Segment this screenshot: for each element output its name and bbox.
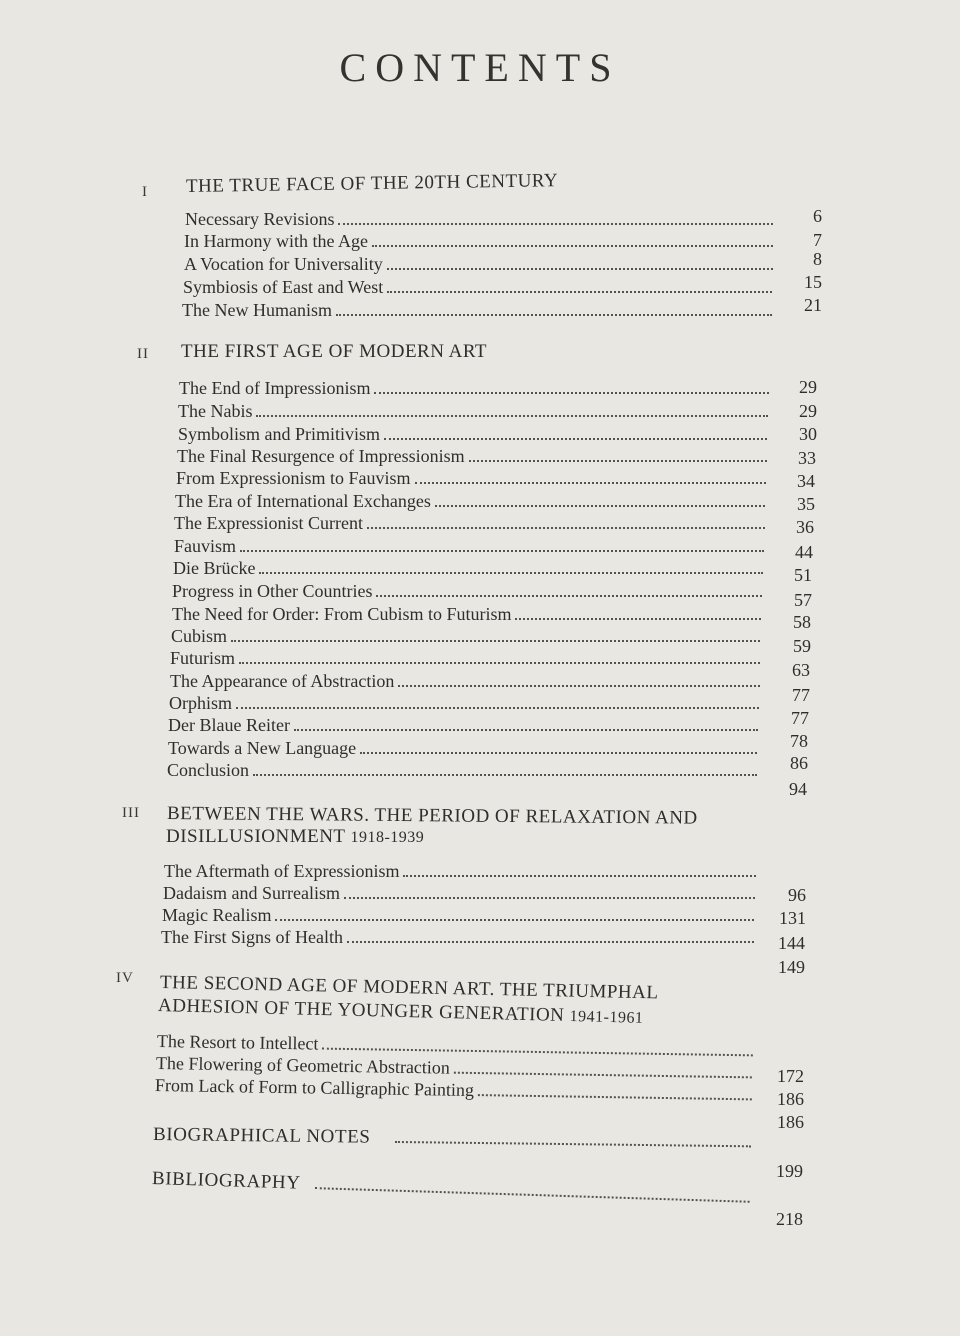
toc-entry[interactable] bbox=[178, 400, 768, 422]
toc-page-number: 199 bbox=[776, 1161, 803, 1181]
dot-leader bbox=[415, 482, 766, 484]
section-heading-dates: 1918-1939 bbox=[350, 829, 425, 846]
toc-entry[interactable] bbox=[179, 377, 769, 399]
section-heading-dates: 1941-1961 bbox=[569, 1008, 644, 1027]
dot-leader bbox=[240, 550, 764, 552]
page-title: CONTENTS bbox=[339, 45, 621, 90]
toc-entry[interactable] bbox=[170, 670, 760, 692]
toc-page-number: 63 bbox=[792, 660, 810, 680]
toc-page-number: 94 bbox=[789, 779, 807, 799]
section-heading: THE FIRST AGE OF MODERN ART bbox=[181, 341, 488, 362]
toc-entry-label: The End of Impressionism bbox=[179, 378, 371, 398]
section-numeral: I bbox=[142, 184, 148, 200]
toc-entry-label: Towards a New Language bbox=[168, 738, 357, 758]
toc-entry-label: Der Blaue Reiter bbox=[168, 715, 290, 735]
toc-page-number: 33 bbox=[798, 448, 816, 468]
toc-page-number: 86 bbox=[790, 753, 808, 773]
toc-entry[interactable] bbox=[184, 253, 773, 275]
toc-entry[interactable] bbox=[174, 535, 764, 557]
toc-entry[interactable] bbox=[176, 467, 766, 489]
toc-entry[interactable] bbox=[173, 557, 763, 579]
toc-page-number: 34 bbox=[797, 471, 815, 491]
section-heading: THE TRUE FACE OF THE 20TH CENTURY bbox=[185, 170, 559, 197]
section-numeral: III bbox=[122, 805, 140, 821]
dot-leader bbox=[376, 595, 762, 597]
dot-leader bbox=[236, 707, 759, 709]
toc-page-number: 144 bbox=[778, 933, 805, 953]
toc-entry-label: The Final Resurgence of Impressionism bbox=[177, 446, 465, 466]
toc-entry[interactable] bbox=[174, 512, 765, 534]
toc-page-number: 29 bbox=[799, 401, 817, 421]
toc-entry[interactable] bbox=[162, 904, 754, 926]
dot-leader bbox=[239, 662, 760, 664]
toc-entry-label: Progress in Other Countries bbox=[172, 581, 373, 601]
toc-page-number: 78 bbox=[790, 731, 808, 751]
toc-entry[interactable] bbox=[168, 737, 757, 759]
toc-entry[interactable] bbox=[184, 230, 773, 252]
toc-page-number: 77 bbox=[792, 685, 810, 705]
dot-leader bbox=[259, 572, 763, 574]
toc-entry[interactable] bbox=[175, 490, 765, 512]
toc-page-number: 44 bbox=[795, 542, 813, 562]
dot-leader bbox=[387, 291, 772, 293]
dot-leader bbox=[387, 268, 773, 270]
toc-entry[interactable] bbox=[182, 299, 772, 321]
toc-entry-label: A Vocation for Universality bbox=[184, 254, 383, 274]
dot-leader bbox=[454, 1072, 752, 1079]
toc-page-number: 35 bbox=[797, 494, 815, 514]
toc-entry-label: The Era of International Exchanges bbox=[175, 491, 431, 511]
dot-leader bbox=[360, 752, 757, 754]
dot-leader bbox=[372, 245, 773, 247]
toc-entry-label: Fauvism bbox=[174, 536, 237, 556]
toc-page-number: 131 bbox=[779, 908, 806, 928]
dot-leader bbox=[256, 415, 768, 417]
toc-page-number: 57 bbox=[794, 590, 812, 610]
toc-entry-label: BIOGRAPHICAL NOTES bbox=[152, 1124, 371, 1148]
toc-entry-label: The New Humanism bbox=[182, 300, 332, 320]
dot-leader bbox=[314, 1187, 749, 1203]
toc-entry-label: The Aftermath of Expressionism bbox=[164, 861, 400, 881]
toc-entry[interactable] bbox=[172, 580, 762, 602]
dot-leader bbox=[469, 460, 767, 462]
dot-leader bbox=[374, 392, 769, 394]
toc-entry-label: BIBLIOGRAPHY bbox=[151, 1168, 301, 1194]
toc-page-number: 15 bbox=[804, 272, 822, 292]
toc-entry-label: The First Signs of Health bbox=[161, 927, 343, 947]
toc-entry[interactable] bbox=[170, 647, 760, 669]
dot-leader bbox=[294, 729, 758, 731]
toc-entry[interactable] bbox=[185, 208, 773, 230]
dot-leader bbox=[478, 1094, 752, 1100]
toc-page-number: 7 bbox=[813, 230, 822, 250]
toc-entry[interactable] bbox=[152, 1168, 750, 1209]
toc-entry-label: Necessary Revisions bbox=[185, 209, 335, 229]
dot-leader bbox=[347, 941, 754, 943]
dot-leader bbox=[384, 438, 767, 440]
toc-entry[interactable] bbox=[153, 1124, 751, 1153]
dot-leader bbox=[253, 774, 757, 776]
toc-page-number: 21 bbox=[804, 295, 822, 315]
toc-page-number: 186 bbox=[777, 1089, 804, 1109]
section-heading-text: ADHESION OF THE YOUNGER GENERATION bbox=[157, 995, 565, 1026]
section-numeral: II bbox=[137, 346, 149, 362]
dot-leader bbox=[338, 223, 773, 225]
toc-entry[interactable] bbox=[163, 882, 755, 904]
toc-page-number: 59 bbox=[793, 636, 811, 656]
dot-leader bbox=[398, 685, 760, 687]
dot-leader bbox=[344, 897, 755, 899]
dot-leader bbox=[367, 527, 765, 529]
toc-entry-label: The Flowering of Geometric Abstraction bbox=[155, 1053, 451, 1078]
dot-leader bbox=[403, 875, 756, 877]
toc-entry-label: The Appearance of Abstraction bbox=[170, 671, 395, 691]
toc-page-number: 29 bbox=[799, 377, 817, 397]
section-heading-line bbox=[166, 826, 424, 849]
toc-page-number: 51 bbox=[794, 565, 812, 585]
toc-entry[interactable] bbox=[168, 714, 758, 736]
toc-entry[interactable] bbox=[178, 423, 767, 445]
section-heading-text: DISILLUSIONMENT bbox=[166, 826, 346, 847]
toc-entry-label: Dadaism and Surrealism bbox=[163, 883, 340, 903]
toc-entry-label: In Harmony with the Age bbox=[184, 231, 368, 251]
dot-leader bbox=[394, 1141, 750, 1147]
toc-entry-label: Symbiosis of East and West bbox=[183, 277, 384, 297]
toc-entry-label: The Need for Order: From Cubism to Futurism bbox=[172, 604, 512, 624]
toc-entry[interactable] bbox=[177, 445, 767, 467]
dot-leader bbox=[231, 640, 760, 642]
toc-entry[interactable] bbox=[164, 860, 756, 882]
toc-page-number: 8 bbox=[813, 249, 822, 269]
section-heading-line: BETWEEN THE WARS. THE PERIOD OF RELAXATION AND bbox=[166, 803, 698, 829]
toc-page-number: 96 bbox=[788, 885, 806, 905]
toc-entry-label: Die Brücke bbox=[173, 558, 256, 578]
dot-leader bbox=[515, 618, 761, 620]
toc-entry-label: Cubism bbox=[171, 626, 228, 646]
toc-entry-label: Symbolism and Primitivism bbox=[178, 424, 381, 444]
toc-entry-label: The Resort to Intellect bbox=[156, 1031, 319, 1054]
toc-page-number: 30 bbox=[799, 424, 817, 444]
toc-entry[interactable] bbox=[171, 625, 760, 647]
toc-entry-label: Conclusion bbox=[167, 760, 250, 780]
toc-page-number: 172 bbox=[777, 1066, 804, 1086]
toc-page-number: 6 bbox=[813, 206, 822, 226]
toc-entry-label: Futurism bbox=[170, 648, 236, 668]
section-numeral: IV bbox=[116, 970, 134, 986]
toc-page-number: 58 bbox=[793, 612, 811, 632]
toc-entry[interactable] bbox=[167, 759, 757, 781]
toc-entry-label: Orphism bbox=[169, 693, 232, 713]
toc-entry[interactable] bbox=[169, 692, 759, 714]
section-heading-line: THE SECOND AGE OF MODERN ART. THE TRIUMPHAL bbox=[159, 972, 659, 1004]
toc-entry-label: From Lack of Form to Calligraphic Painting bbox=[154, 1075, 475, 1101]
dot-leader bbox=[336, 314, 772, 316]
toc-page-number: 77 bbox=[791, 708, 809, 728]
toc-entry-label: The Expressionist Current bbox=[174, 513, 363, 533]
toc-entry-label: The Nabis bbox=[178, 401, 253, 421]
toc-entry-label: Magic Realism bbox=[162, 905, 272, 925]
toc-page-number: 218 bbox=[776, 1209, 803, 1229]
dot-leader bbox=[435, 505, 765, 507]
toc-entry-label: From Expressionism to Fauvism bbox=[176, 468, 411, 488]
toc-page-number: 186 bbox=[777, 1112, 804, 1132]
toc-entry[interactable] bbox=[183, 276, 772, 298]
toc-page-number: 149 bbox=[778, 957, 805, 977]
toc-page-number: 36 bbox=[796, 517, 814, 537]
dot-leader bbox=[275, 919, 754, 921]
toc-entry[interactable] bbox=[172, 603, 761, 625]
toc-entry[interactable] bbox=[161, 926, 754, 948]
